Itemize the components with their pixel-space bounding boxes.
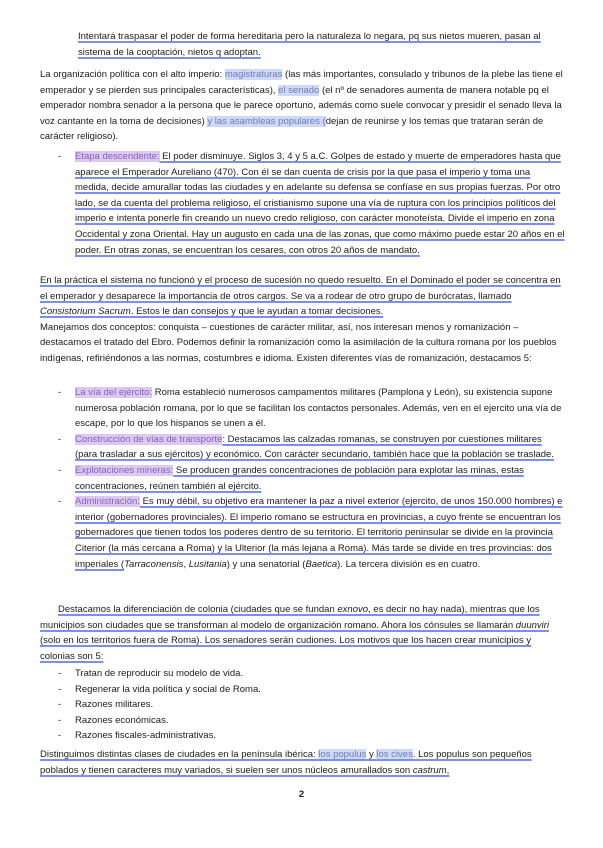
intro-paragraph: [78, 29, 565, 60]
via-minas-text: Se producen grandes concentraciones de población para explotar las minas, estas concentraciones, reúnen también al ejército.: [75, 464, 524, 492]
list-item: [58, 149, 565, 258]
list-item: [58, 463, 565, 494]
para3-text-2: , es decir no hay nada), mientras que los municipios son ciudades que se transforman al modelo de organización romano. Ahora los cónsules se llamarán: [40, 604, 540, 631]
page-number: 2: [298, 789, 305, 800]
list-item: - Regenerar la vida política y social de Roma.: [58, 682, 565, 698]
motivos-list: [58, 666, 565, 744]
list-item: - Razones económicas.: [58, 713, 565, 729]
list-item: - Razones fiscales-administrativas.: [58, 728, 565, 744]
admin-tail-text-2: ). La tercera división es en cuatro.: [337, 558, 481, 570]
separator-text: ,: [183, 558, 189, 570]
para3-text-3: (solo en los territorios fuera de Roma). Los senadores serán cudiones. Los motivos que los hacen crear municipios y colonias son 5:: [40, 635, 532, 662]
lusitania-term: Lusitania: [188, 558, 227, 570]
practica-paragraph: [40, 273, 565, 367]
via-administracion-text: Es muy débil, su objetivo era mantener la paz a nivel exterior (ejercito, de unos 150.000 hombres) e interior (gobernadores provinciales). El imperio romano se estructura en provincias, a cuyo frente se encuentran los gobernadores que tienen todos los poderes dentro de su territorio. El territorio peninsular se divide en la provincia Citerior (la más cercana a Roma) y la Ulterior (la más lejana a Roma). Más tarde se divide en tres provincias: dos imperiales (: [75, 496, 563, 570]
via-transporte-text: : Destacamos las calzadas romanas, se construyen por cuestiones militares (para trasladar a sus ejércitos) y económico. Con carácter secundario, también hace que la población se traslade.: [75, 433, 554, 461]
para4-text-4: ,: [446, 764, 450, 776]
cives-highlight: los cives: [376, 749, 413, 760]
list-item: [58, 385, 565, 432]
ciudades-paragraph: [40, 747, 565, 778]
tarraconensis-term: Tarraconensis: [124, 558, 184, 570]
via-minas-label: Explotaciones mineras:: [75, 464, 174, 476]
para3-text-1: Destacamos la diferenciación de colonia (ciudades que se fundan: [58, 604, 338, 615]
etapa-descendente-text: El poder disminuye. Siglos 3, 4 y 5 a.C. Golpes de estado y muerte de emperadores hasta que aparece el Emperador Aureliano (470). Con él se dan cuenta de crisis por la que pasa el imperio y toma una medida, decide amurallar todas las ciudades y en adelante su defensa se confíase en sus propias fuerzas. Por otro lado, se da cuenta del problema religioso, el cristianismo supone una vía de ruptura con los principios políticos del imperio e intenta ponerle fin creando un nuevo credo religioso, con carácter monoteísta. Divide el imperio en zona Occidental y zona Oriental. Hay un augusto en cada una de las zonas, que como máximo puede estar 20 años en el poder. En otras zonas, se encuentran los cesares, con otros 20 años de mandato.: [75, 151, 565, 256]
list-item: - Tratan de reproducir su modelo de vida.: [58, 666, 565, 682]
para1-text-2: (el nº de senadores aumenta de manera notable pq el emperador nombra senador a la persona que le parece oportuno, además como suele convocar y presidir el senado lleva la voz cantante en la toma de decisiones): [40, 84, 562, 127]
para1-text-1: (las más importantes, consulado y tribunos de la plebe las tiene el emperador y se pierden sus principales características),: [40, 69, 563, 96]
para4-text-3: . Los populus son pequeños poblados y tienen caracteres muy variados, si suelen ser unos núcleos amurallados son: [40, 749, 532, 776]
via-ejercito-label: La vía del ejército:: [75, 387, 153, 398]
admin-tail-text-1: ) y una senatorial (: [226, 558, 306, 570]
intro-text: Intentará traspasar el poder de forma hereditaria pero la naturaleza lo negara, pq sus nietos mueren, pasan al sistema de la cooptación, nietos q adoptan.: [78, 31, 541, 58]
colonia-paragraph: [40, 602, 565, 664]
para1-lead: La organización política con el alto imperio:: [40, 69, 225, 80]
para2-text-1: En la práctica el sistema no funcionó y el proceso de sucesión no quedo resuelto. En el Dominado el poder se concentra en el emperador y desaparece la importancia de otros cargos. Se va a rodear de otro grupo de burócratas, llamado: [40, 275, 561, 302]
para1-text-3: dejan de reunirse y los temas que trataran serán de carácter religioso).: [40, 115, 544, 143]
list-item: - Razones militares.: [58, 697, 565, 713]
vias-romanizacion-list: [58, 385, 565, 572]
via-administracion-label: Administración:: [75, 496, 140, 508]
conceptos-text: Manejamos dos conceptos: conquista – cuestiones de carácter militar, así, nos interesan menos y romanización – destacamos el tratado del Ebro. Podemos definir la romanización como la asimilación de la cultura romana por los pueblos indígenas, refiriéndonos a las normas, costumbres e idioma. Existen diferentes vías de romanización, destacamos 5:: [40, 321, 557, 364]
etapa-descendente-list: [58, 149, 565, 258]
senado-highlight: el senado: [278, 84, 320, 96]
castrum-term: castrum: [412, 764, 447, 776]
list-item: [58, 494, 565, 572]
baetica-term: Baetica: [305, 558, 338, 570]
via-ejercito-text: Roma estableció numerosos campamentos militares (Pamplona y León), su existencia supone numerosa población romana, por lo que se facilitan los contactos personales. Además, ven en el ejercito una vía de escape, por lo que los hispanos se unen a él.: [75, 387, 562, 430]
para4-text-2: y: [366, 749, 377, 760]
para2-text-2: . Estos le dan consejos y que le ayudan a tomar decisiones.: [130, 306, 384, 318]
etapa-descendente-label: Etapa descendente:: [75, 151, 160, 162]
magistraturas-highlight: magistraturas: [224, 69, 283, 80]
exnovo-term: exnovo: [337, 604, 369, 615]
duunviri-term: duunviri: [515, 619, 550, 631]
populus-highlight: los populus: [318, 749, 367, 760]
organization-paragraph: [40, 67, 565, 145]
via-transporte-label: Construcción de vías de transporte: [75, 433, 223, 445]
asambleas-highlight: y las asambleas populares (: [207, 115, 326, 127]
list-item: [58, 432, 565, 463]
consistorium-term: Consistorium Sacrum: [40, 306, 131, 318]
para4-text-1: Distinguimos distintas clases de ciudades en la península ibérica:: [40, 749, 319, 760]
